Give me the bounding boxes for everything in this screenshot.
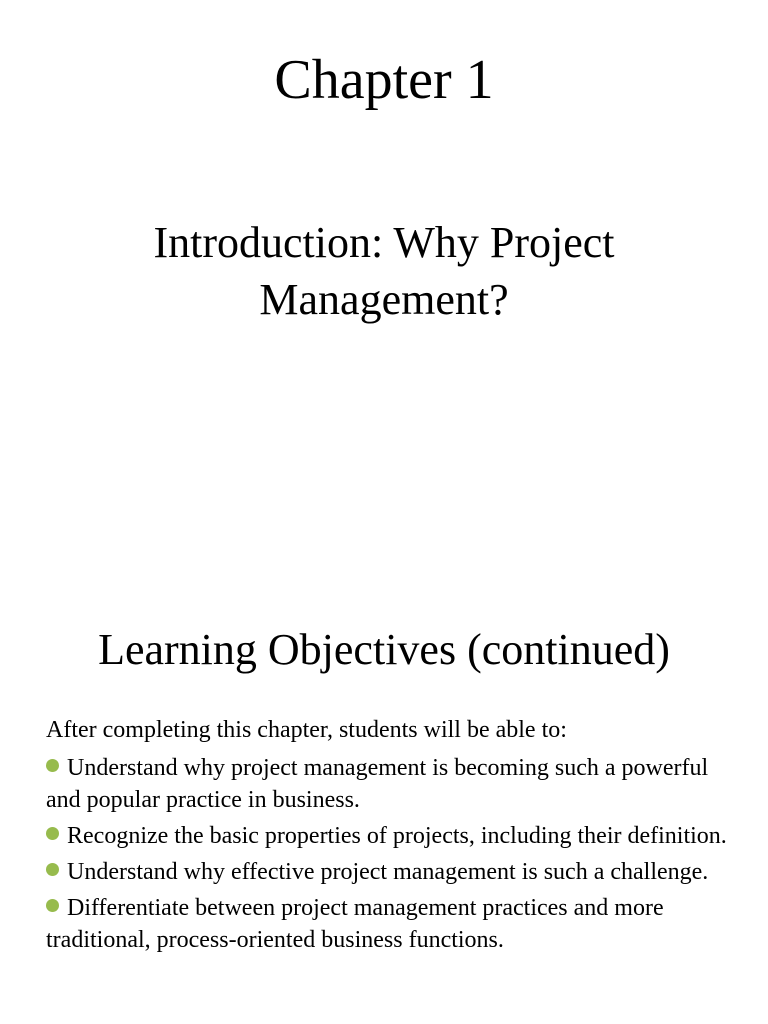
objectives-list <box>46 752 736 960</box>
bullet-icon <box>46 827 59 840</box>
objective-item <box>46 892 736 956</box>
chapter-subtitle-line-1: Introduction: Why Project <box>153 218 615 267</box>
objective-item <box>46 752 736 816</box>
objective-text: Understand why effective project management is such a challenge. <box>67 859 709 885</box>
objectives-intro: After completing this chapter, students will be able to: <box>46 717 567 743</box>
chapter-subtitle-line-2: Management? <box>259 275 509 324</box>
objective-item <box>46 820 736 852</box>
chapter-title: Chapter 1 <box>274 49 494 111</box>
objective-text: Recognize the basic properties of projects, including their definition. <box>67 823 727 849</box>
bullet-icon <box>46 899 59 912</box>
bullet-icon <box>46 759 59 772</box>
objective-item <box>46 856 736 888</box>
objective-text: Understand why project management is becoming such a powerful and popular practice in business. <box>46 755 709 813</box>
objectives-slide <box>0 600 768 1024</box>
bullet-icon <box>46 863 59 876</box>
chapter-subtitle <box>0 214 768 328</box>
objective-text: Differentiate between project management practices and more traditional, process-oriented business functions. <box>46 895 664 953</box>
objectives-title: Learning Objectives (continued) <box>98 625 670 674</box>
